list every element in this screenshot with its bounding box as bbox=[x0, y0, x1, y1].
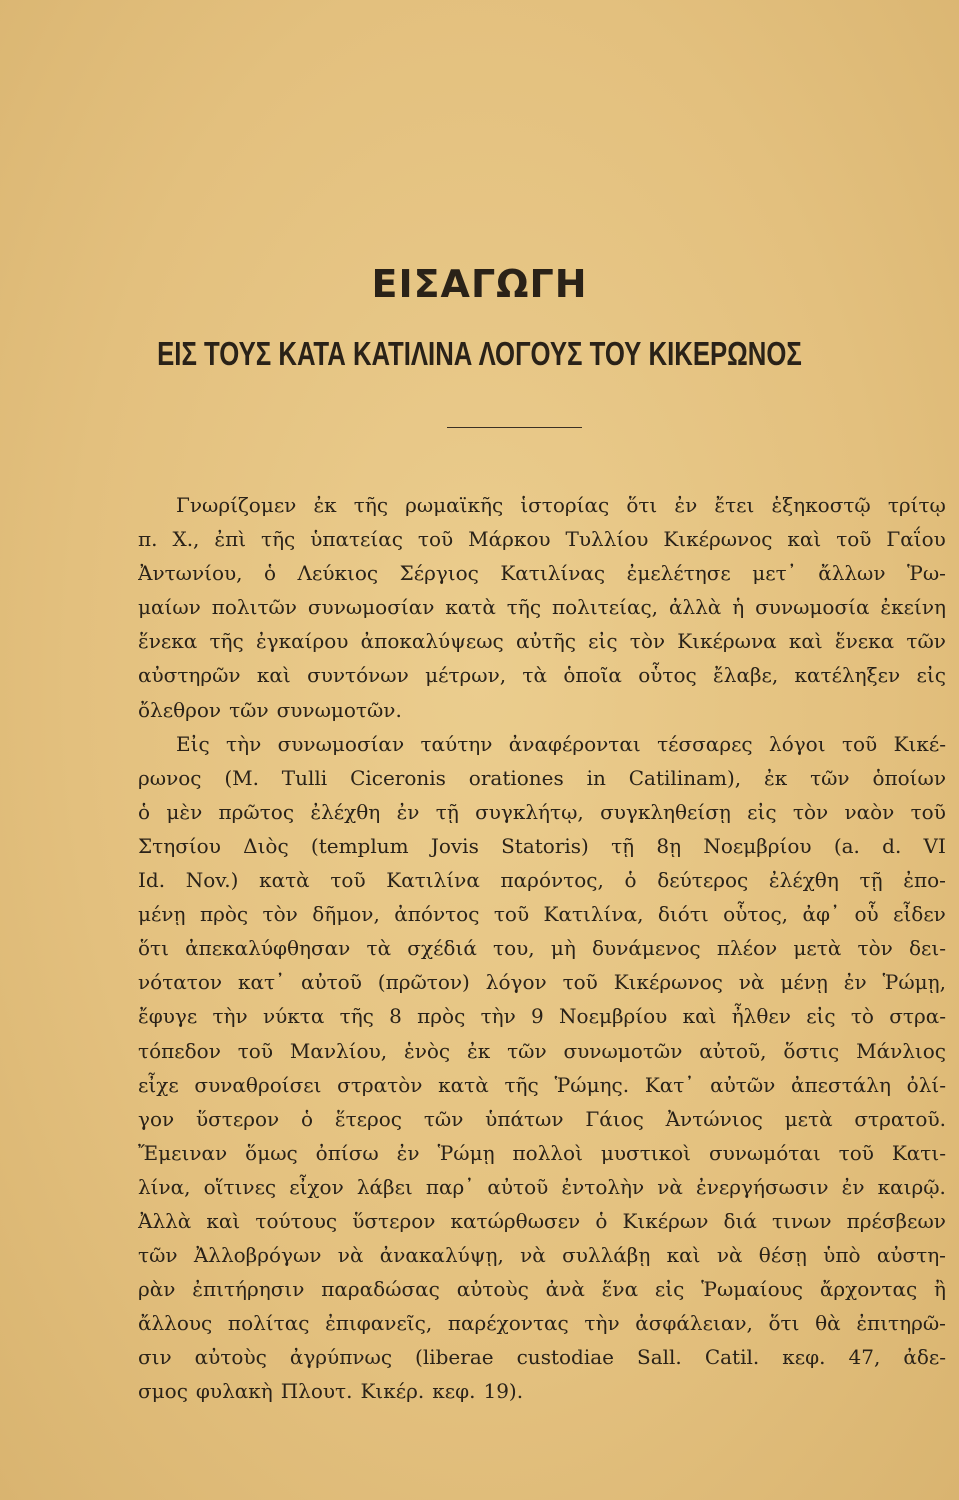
page-heading: ΕΙΣΑΓΩΓΗ bbox=[371, 262, 588, 306]
text-line: ὁ μὲν πρῶτος ἐλέχθη ἐν τῇ συγκλήτῳ, συγκληθείσῃ εἰς τὸν ναὸν τοῦ bbox=[138, 799, 946, 824]
text-line: Ἀντωνίου, ὁ Λεύκιος Σέργιος Κατιλίνας ἐμελέτησε μετ᾽ ἄλλων Ῥω- bbox=[138, 561, 946, 586]
text-line: σιν αὐτοὺς ἀγρύπνως (liberae custodiae Sall. Catil. κεφ. 47, ἀδε- bbox=[138, 1345, 946, 1370]
text-line: μαίων πολιτῶν συνωμοσίαν κατὰ τῆς πολιτείας, ἀλλὰ ἡ συνωμοσία ἐκείνη bbox=[138, 595, 946, 620]
text-line: ρωνος (M. Tulli Ciceronis orationes in Catilinam), ἐκ τῶν ὁποίων bbox=[138, 765, 946, 790]
text-line: Ἀλλὰ καὶ τούτους ὕστερον κατώρθωσεν ὁ Κικέρων διά τινων πρέσβεων bbox=[138, 1208, 946, 1233]
text-line: τῶν Ἀλλοβρόγων νὰ ἀνακαλύψῃ, νὰ συλλάβῃ καὶ νὰ θέσῃ ὑπὸ αὐστη- bbox=[138, 1243, 946, 1268]
text-line: π. Χ., ἐπὶ τῆς ὑπατείας τοῦ Μάρκου Τυλλίου Κικέρωνος καὶ τοῦ Γαΐου bbox=[138, 527, 946, 552]
text-line: γον ὕστερον ὁ ἕτερος τῶν ὑπάτων Γάιος Ἀντώνιος μετὰ στρατοῦ. bbox=[138, 1106, 946, 1131]
text-line: Εἰς τὴν συνωμοσίαν ταύτην ἀναφέρονται τέσσαρες λόγοι τοῦ Κικέ- bbox=[176, 731, 946, 756]
text-line: Ἔμειναν ὅμως ὀπίσω ἐν Ῥώμῃ πολλοὶ μυστικοὶ συνωμόται τοῦ Κατι- bbox=[138, 1140, 946, 1165]
text-line: ἔφυγε τὴν νύκτα τῆς 8 πρὸς τὴν 9 Νοεμβρίου καὶ ἦλθεν εἰς τὸ στρα- bbox=[138, 1004, 946, 1029]
text-line: λίνα, οἵτινες εἶχον λάβει παρ᾽ αὐτοῦ ἐντολὴν νὰ ἐνεργήσωσιν ἐν καιρῷ. bbox=[138, 1174, 946, 1199]
text-line: εἶχε συναθροίσει στρατὸν κατὰ τῆς Ῥώμης. Κατ᾽ αὐτῶν ἀπεστάλη ὀλί- bbox=[138, 1072, 946, 1097]
text-line: ρὰν ἐπιτήρησιν παραδώσας αὐτοὺς ἀνὰ ἕνα εἰς Ῥωμαίους ἄρχοντας ἢ bbox=[138, 1277, 946, 1302]
text-line: ὄλεθρον τῶν συνωμοτῶν. bbox=[138, 697, 402, 722]
divider-rule bbox=[447, 427, 582, 428]
body-text bbox=[138, 488, 946, 1409]
text-line: Γνωρίζομεν ἐκ τῆς ρωμαϊκῆς ἱστορίας ὅτι ἐν ἔτει ἑξηκοστῷ τρίτῳ bbox=[176, 493, 946, 517]
text-line: σμος φυλακὴ Πλουτ. Κικέρ. κεφ. 19). bbox=[138, 1379, 524, 1404]
text-line: Id. Nov.) κατὰ τοῦ Κατιλίνα παρόντος, ὁ δεύτερος ἐλέχθη τῇ ἐπο- bbox=[138, 868, 946, 893]
text-line: ὅτι ἀπεκαλύφθησαν τὰ σχέδιά του, μὴ δυνάμενος πλέον μετὰ τὸν δει- bbox=[138, 936, 946, 961]
text-line: μένῃ πρὸς τὸν δῆμον, ἀπόντος τοῦ Κατιλίνα, διότι οὗτος, ἀφ᾽ οὗ εἶδεν bbox=[138, 902, 946, 927]
text-line: νότατον κατ᾽ αὐτοῦ (πρῶτον) λόγον τοῦ Κικέρωνος νὰ μένῃ ἐν Ῥώμῃ, bbox=[138, 970, 946, 995]
text-line: ἕνεκα τῆς ἐγκαίρου ἀποκαλύψεως αὐτῆς εἰς τὸν Κικέρωνα καὶ ἕνεκα τῶν bbox=[138, 629, 946, 654]
text-line: ἄλλους πολίτας ἐπιφανεῖς, παρέχοντας τὴν ἀσφάλειαν, ὅτι θὰ ἐπιτηρῶ- bbox=[138, 1311, 946, 1336]
text-line: αὐστηρῶν καὶ συντόνων μέτρων, τὰ ὁποῖα οὗτος ἔλαβε, κατέληξεν εἰς bbox=[138, 663, 946, 688]
text-line: τόπεδον τοῦ Μανλίου, ἑνὸς ἐκ τῶν συνωμοτῶν αὐτοῦ, ὅστις Μάνλιος bbox=[138, 1038, 946, 1063]
text-line: Στησίου Διὸς (templum Jovis Statoris) τῇ 8ῃ Νοεμβρίου (a. d. VI bbox=[138, 833, 946, 858]
page-subheading: ΕΙΣ ΤΟΥΣ ΚΑΤΑ ΚΑΤΙΛΙΝΑ ΛΟΓΟΥΣ ΤΟΥ ΚΙΚΕΡΩΝΟΣ bbox=[157, 335, 802, 372]
